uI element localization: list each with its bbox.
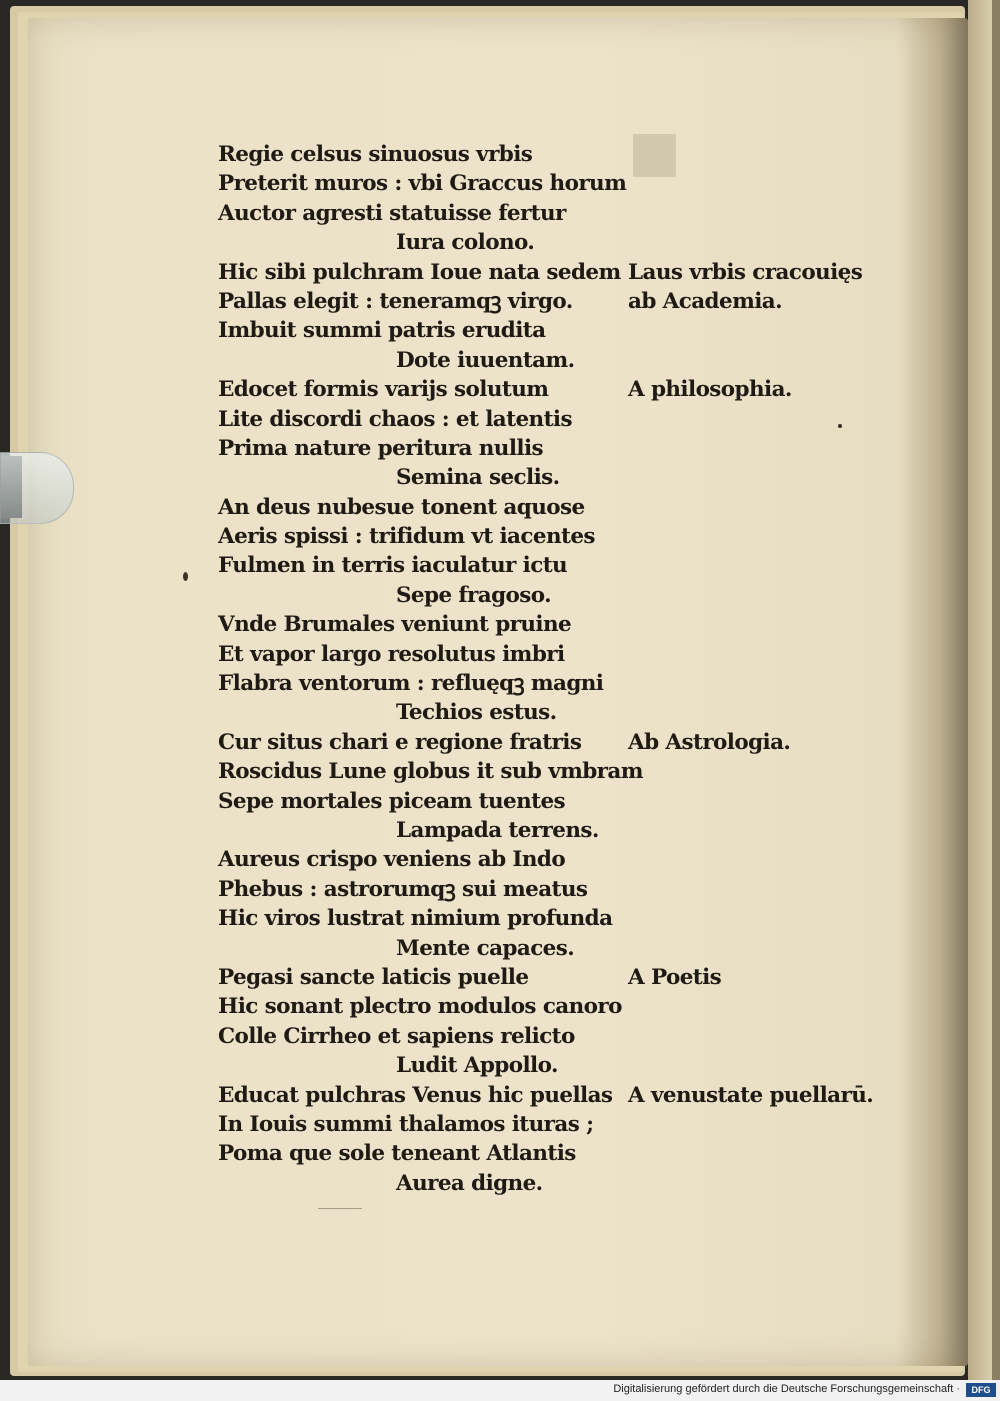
verse-line: Semina seclis. — [396, 465, 560, 491]
verse-line: In Iouis summi thalamos ituras ; — [218, 1111, 594, 1137]
verse-line: Dote iuuentam. — [396, 347, 575, 373]
verse-line: Hic sibi pulchram Ioue nata sedem — [218, 259, 621, 285]
verse-block — [218, 140, 643, 1198]
verse-line: Fulmen in terris iaculatur ictu — [218, 553, 568, 579]
verse-line: Pallas elegit : teneramqꝫ virgo. — [218, 288, 573, 314]
verse-line: Ludit Appollo. — [396, 1053, 558, 1079]
verse-line: Edocet formis varijs solutum — [218, 377, 549, 403]
ink-speck — [183, 572, 188, 581]
tail-ornament-rule — [318, 1208, 362, 1209]
verse-line: Et vapor largo resolutus imbri — [218, 641, 565, 667]
verse-line: Preterit muros : vbi Graccus horum — [218, 171, 627, 197]
verse-line: Imbuit summi patris erudita — [218, 318, 546, 344]
verse-line: Educat pulchras Venus hic puellas — [218, 1082, 613, 1108]
verse-line: Hic viros lustrat nimium profunda — [218, 906, 613, 932]
dfg-logo: DFG — [966, 1383, 996, 1397]
margin-note: Laus vrbis cracouięs — [628, 259, 863, 285]
margin-note: A philosophia. — [628, 377, 792, 403]
verse-line: Flabra ventorum : refluęqꝫ magni — [218, 671, 604, 697]
verse-line: Iura colono. — [396, 230, 535, 256]
verse-line: Mente capaces. — [396, 935, 575, 961]
verse-line: Techios estus. — [396, 700, 557, 726]
verse-line: Roscidus Lune globus it sub vmbram — [218, 759, 643, 785]
footer-credit: Digitalisierung gefördert durch die Deutsche Forschungsgemeinschaft · — [613, 1383, 960, 1395]
verse-line: Colle Cirrheo et sapiens relicto — [218, 1023, 575, 1049]
verse-line: Lampada terrens. — [396, 817, 599, 843]
bleed-through-initial: ■ — [628, 118, 681, 184]
margin-note: A venustate puellarū. — [628, 1082, 874, 1108]
verse-line: Aeris spissi : trifidum vt iacentes — [218, 524, 595, 550]
verse-line: Sepe fragoso. — [396, 582, 552, 608]
margin-note: Ab Astrologia. — [628, 730, 791, 755]
page-clip — [0, 452, 74, 524]
verse-line: Aureus crispo veniens ab Indo — [218, 847, 566, 873]
margin-note: A Poetis — [628, 965, 722, 991]
verse-line: Regie celsus sinuosus vrbis — [218, 142, 533, 167]
verse-line: Vnde Brumales veniunt pruine — [218, 612, 572, 638]
verse-line: Auctor agresti statuisse fertur — [218, 200, 566, 226]
verse-line: Lite discordi chaos : et latentis — [218, 406, 572, 432]
verse-line: Sepe mortales piceam tuentes — [218, 788, 566, 814]
verse-line: Phebus : astrorumqꝫ sui meatus — [218, 876, 588, 902]
margin-note: ab Academia. — [628, 289, 782, 314]
verse-line: Pegasi sancte laticis puelle — [218, 964, 529, 990]
gutter-shadow — [898, 18, 968, 1366]
verse-line: Cur situs chari e regione fratris — [218, 729, 582, 755]
verse-line: Aurea digne. — [396, 1170, 543, 1196]
ink-speck — [838, 424, 842, 428]
verse-line: An deus nubesue tonent aquose — [218, 494, 585, 520]
verse-line: Prima nature peritura nullis — [218, 435, 544, 461]
verse-line: Poma que sole teneant Atlantis — [218, 1141, 576, 1167]
facing-page-edge — [992, 0, 1000, 1380]
verse-line: Hic sonant plectro modulos canoro — [218, 994, 622, 1020]
